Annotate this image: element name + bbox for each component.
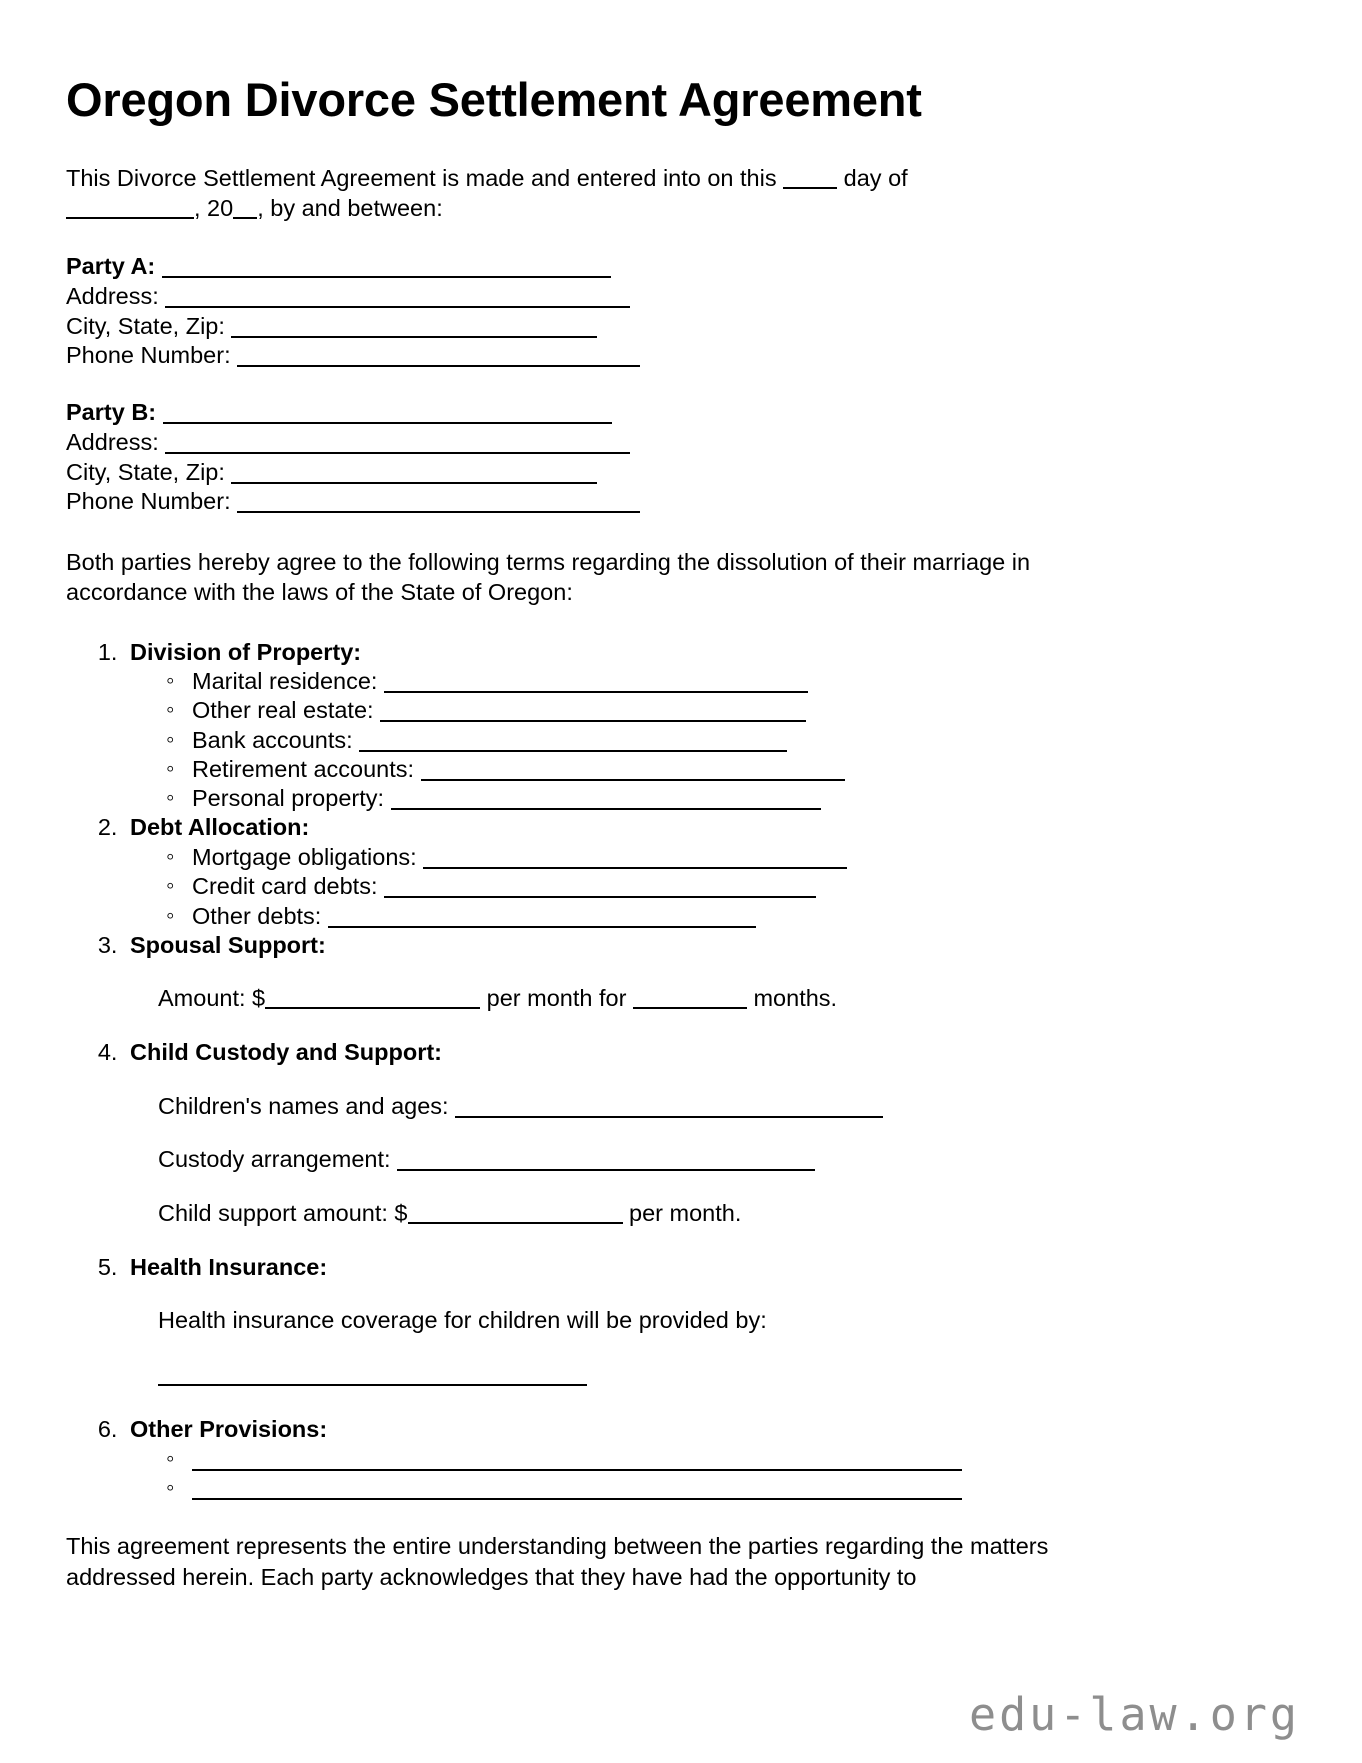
subitem-label: Credit card debts: xyxy=(192,873,378,900)
intro-paragraph xyxy=(66,163,1132,224)
term-title-1: Division of Property: xyxy=(130,638,362,665)
term-item-health-insurance xyxy=(124,1253,1132,1390)
custody-arrangement-label: Custody arrangement: xyxy=(158,1146,391,1173)
term-item-child-custody-and-support xyxy=(124,1038,1132,1228)
subitem-label: Marital residence: xyxy=(192,668,378,695)
intro-year-blank[interactable] xyxy=(233,204,257,219)
terms-list xyxy=(66,638,1132,1504)
party-b-name-line xyxy=(66,398,1132,428)
party-b-block xyxy=(66,398,1132,517)
term-title-2: Debt Allocation: xyxy=(130,814,310,841)
personal-property-blank[interactable] xyxy=(391,792,821,810)
intro-text-mid: day of xyxy=(843,164,908,191)
subitem-label: Mortgage obligations: xyxy=(192,844,417,871)
children-names-line xyxy=(130,1092,1132,1122)
party-a-city-line xyxy=(66,312,1132,342)
term-item-debt-allocation xyxy=(124,813,1132,930)
party-a-address-line xyxy=(66,282,1132,312)
document-content xyxy=(66,74,1132,1615)
subitem-label: Personal property: xyxy=(192,785,385,812)
term-title-5: Health Insurance: xyxy=(130,1253,328,1280)
spousal-amount-label: Amount: $ xyxy=(158,985,266,1012)
party-a-label: Party A: xyxy=(66,253,156,280)
child-support-suffix: per month. xyxy=(629,1199,742,1226)
spousal-months-blank[interactable] xyxy=(633,994,747,1009)
health-provider-blank[interactable] xyxy=(158,1368,587,1386)
subitem-marital-residence xyxy=(166,667,1132,696)
intro-day-blank[interactable] xyxy=(783,174,837,189)
retirement-accounts-blank[interactable] xyxy=(421,763,845,781)
marital-residence-blank[interactable] xyxy=(384,675,808,693)
party-b-address-line xyxy=(66,428,1132,458)
party-a-block xyxy=(66,252,1132,371)
party-b-phone-label: Phone Number: xyxy=(66,488,231,515)
term-item-spousal-support xyxy=(124,931,1132,1014)
term-title-6: Other Provisions: xyxy=(130,1416,328,1443)
party-a-phone-blank[interactable] xyxy=(237,349,640,367)
term-title-4: Child Custody and Support: xyxy=(130,1039,442,1066)
party-a-name-line xyxy=(66,252,1132,282)
page-title: Oregon Divorce Settlement Agreement xyxy=(66,73,922,126)
party-a-phone-line xyxy=(66,341,1132,371)
intro-month-blank[interactable] xyxy=(66,204,194,219)
mortgage-obligations-blank[interactable] xyxy=(423,851,847,869)
children-names-blank[interactable] xyxy=(455,1100,883,1118)
health-coverage-text xyxy=(130,1306,1132,1336)
party-b-address-label: Address: xyxy=(66,428,159,455)
term-title-3: Spousal Support: xyxy=(130,931,326,958)
spousal-amount-blank[interactable] xyxy=(265,994,480,1009)
watermark: edu-law.org xyxy=(968,1688,1300,1741)
spousal-support-amount-line xyxy=(130,984,1132,1014)
child-support-amount-line xyxy=(130,1199,1132,1229)
spousal-months-suffix: months. xyxy=(753,985,838,1012)
health-coverage-label: Health insurance coverage for children will be provided by: xyxy=(158,1307,767,1334)
subitem-other-provision-1 xyxy=(166,1445,1132,1474)
subitem-retirement-accounts xyxy=(166,755,1132,784)
subitem-label: Retirement accounts: xyxy=(192,755,415,782)
subitem-personal-property xyxy=(166,784,1132,813)
subitem-bank-accounts xyxy=(166,726,1132,755)
party-b-city-blank[interactable] xyxy=(231,466,597,484)
custody-arrangement-line xyxy=(130,1145,1132,1175)
agreement-paragraph: Both parties hereby agree to the following terms regarding the dissolution of their marriage in accordance with the laws of the State of Oregon: xyxy=(66,549,1031,606)
party-a-city-blank[interactable] xyxy=(231,320,597,338)
health-provider-blank-row xyxy=(130,1360,1132,1390)
party-b-city-label: City, State, Zip: xyxy=(66,458,225,485)
spousal-per-month-for: per month for xyxy=(486,985,627,1012)
subitem-label: Other real estate: xyxy=(192,697,374,724)
subitems-division-of-property xyxy=(130,667,1132,813)
subitems-other-provisions xyxy=(130,1445,1132,1504)
party-a-address-blank[interactable] xyxy=(165,290,630,308)
children-names-label: Children's names and ages: xyxy=(158,1092,449,1119)
subitem-other-provision-2 xyxy=(166,1474,1132,1503)
party-b-address-blank[interactable] xyxy=(165,436,630,454)
party-b-name-blank[interactable] xyxy=(163,406,612,424)
subitem-other-real-estate xyxy=(166,696,1132,725)
subitem-credit-card-debts xyxy=(166,872,1132,901)
custody-arrangement-blank[interactable] xyxy=(397,1153,815,1171)
subitem-other-debts xyxy=(166,902,1132,931)
term-item-division-of-property xyxy=(124,638,1132,814)
party-a-address-label: Address: xyxy=(66,282,159,309)
bank-accounts-blank[interactable] xyxy=(359,734,787,752)
intro-text-before: This Divorce Settlement Agreement is made and entered into on this xyxy=(66,164,777,191)
subitem-mortgage-obligations xyxy=(166,843,1132,872)
child-support-blank[interactable] xyxy=(408,1209,623,1224)
closing-paragraph: This agreement represents the entire understanding between the parties regarding the matters addressed herein. Each party acknowledges that they have had the opportunity to xyxy=(66,1533,1049,1590)
credit-card-debts-blank[interactable] xyxy=(384,880,816,898)
party-b-label: Party B: xyxy=(66,399,157,426)
other-provision-blank-2[interactable] xyxy=(192,1482,962,1500)
other-provision-blank-1[interactable] xyxy=(192,1453,962,1471)
child-support-label: Child support amount: $ xyxy=(158,1199,408,1226)
party-a-city-label: City, State, Zip: xyxy=(66,312,225,339)
other-debts-blank[interactable] xyxy=(328,910,756,928)
party-b-phone-blank[interactable] xyxy=(237,495,640,513)
term-item-other-provisions xyxy=(124,1415,1132,1503)
party-b-phone-line xyxy=(66,487,1132,517)
subitem-label: Other debts: xyxy=(192,902,322,929)
party-a-phone-label: Phone Number: xyxy=(66,342,231,369)
subitem-label: Bank accounts: xyxy=(192,726,353,753)
intro-text-after: , by and between: xyxy=(257,194,443,221)
party-a-name-blank[interactable] xyxy=(162,260,611,278)
other-real-estate-blank[interactable] xyxy=(380,704,806,722)
subitems-debt-allocation xyxy=(130,843,1132,931)
intro-year-prefix: , 20 xyxy=(194,194,234,221)
party-b-city-line xyxy=(66,458,1132,488)
